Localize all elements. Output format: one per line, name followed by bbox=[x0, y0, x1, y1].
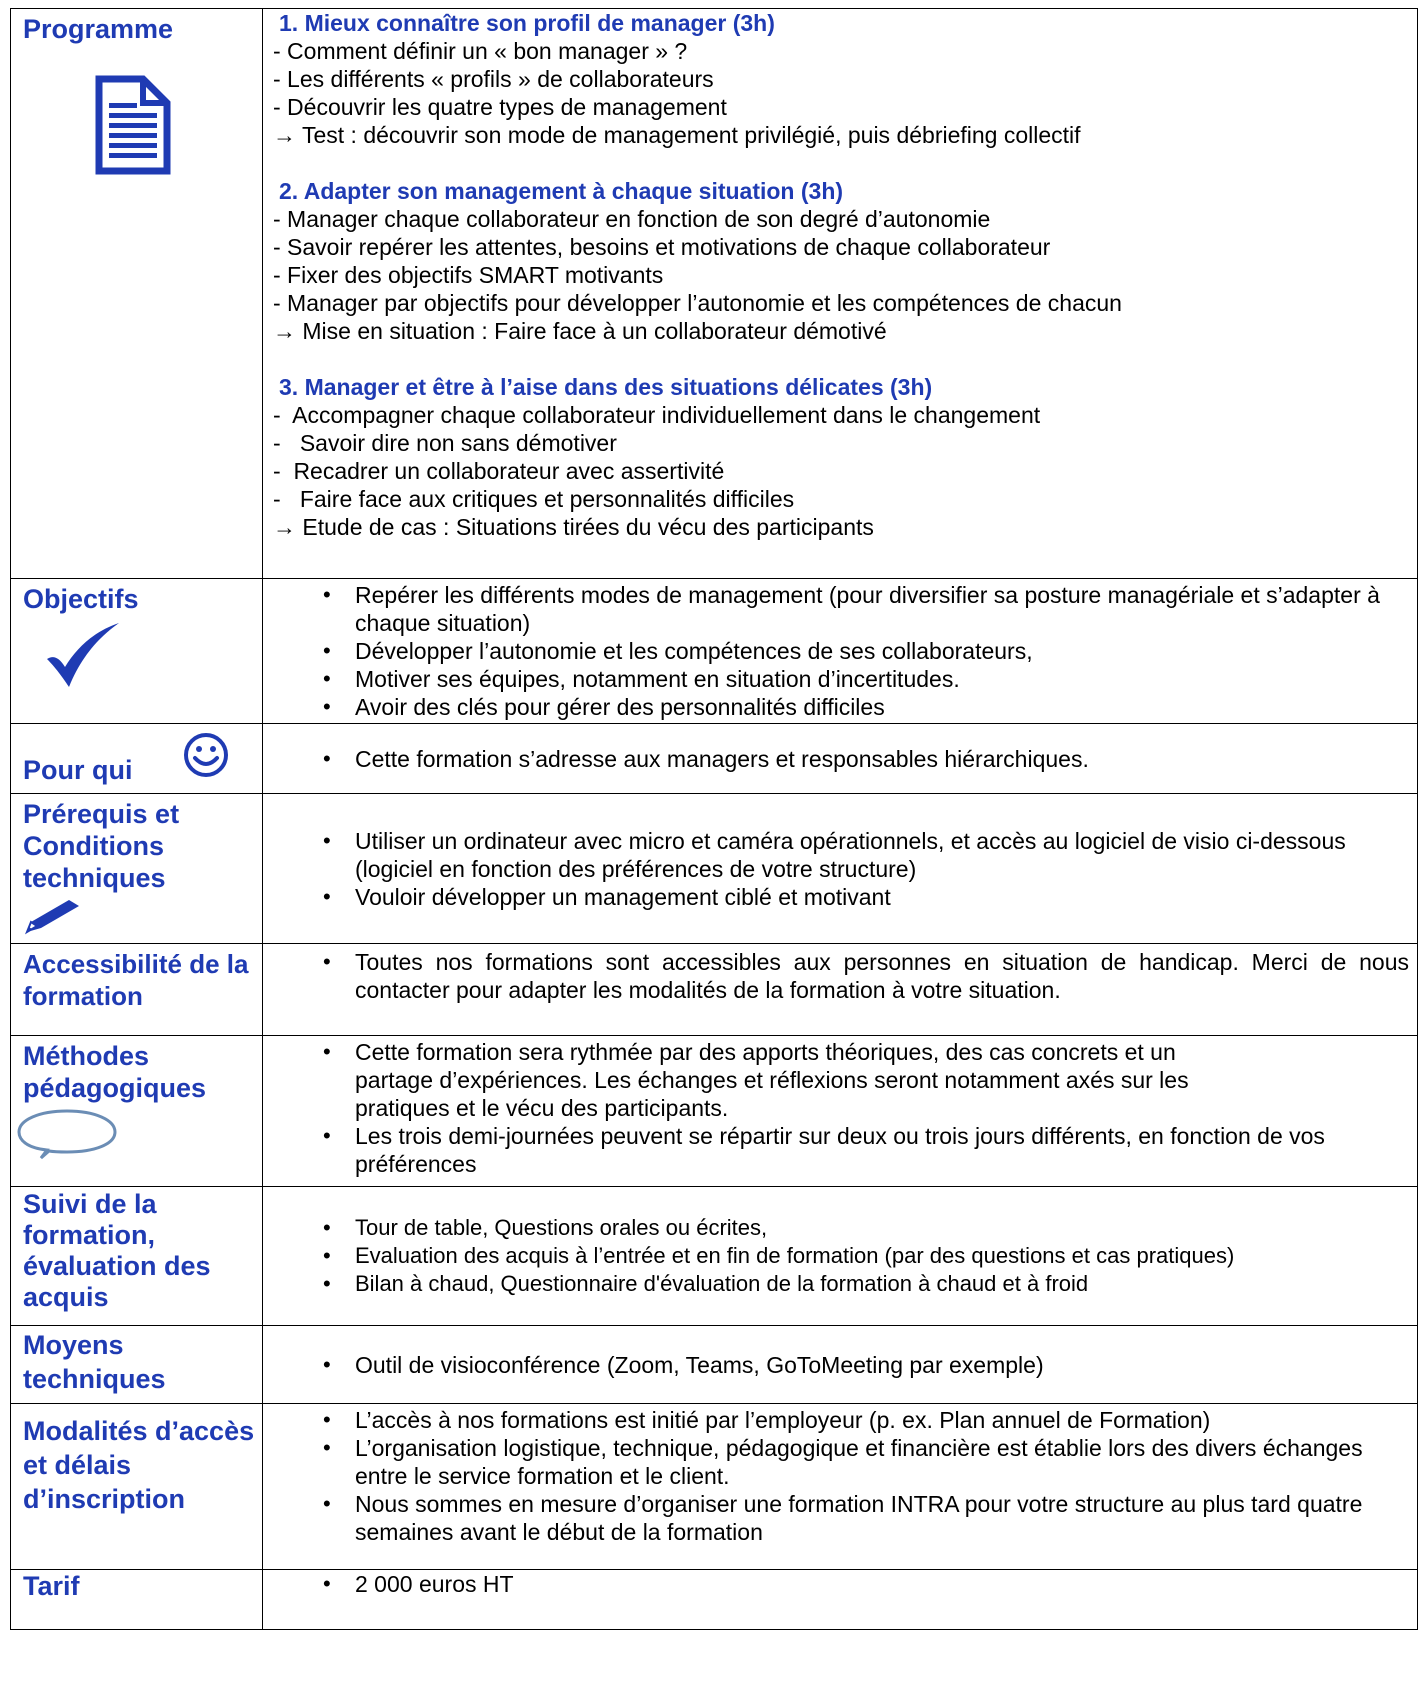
pour-qui-list bbox=[273, 745, 1409, 773]
section-title: 2. Adapter son management à chaque situation (3h) bbox=[279, 178, 844, 204]
accessibilite-label-cell bbox=[11, 944, 263, 1036]
moyens-label: Moyens techniques bbox=[23, 1330, 166, 1394]
smiley-icon bbox=[183, 732, 229, 778]
modalites-content bbox=[263, 1404, 1418, 1570]
list-item: • Tour de table, Questions orales ou écrites, bbox=[273, 1214, 1409, 1242]
tarif-list bbox=[273, 1570, 1409, 1598]
accessibilite-content bbox=[263, 944, 1418, 1036]
suivi-content bbox=[263, 1187, 1418, 1326]
list-item: • 2 000 euros HT bbox=[273, 1570, 1409, 1598]
modalites-label: Modalités d’accès et délais d’inscription bbox=[23, 1416, 255, 1514]
section-line: - Accompagner chaque collaborateur individuellement dans le changement bbox=[273, 402, 1041, 428]
accessibilite-label: Accessibilité de la formation bbox=[23, 949, 249, 1011]
list-item: • L’accès à nos formations est initié par l’employeur (p. ex. Plan annuel de Formation) bbox=[273, 1406, 1409, 1434]
section-line: - Savoir repérer les attentes, besoins et motivations de chaque collaborateur bbox=[273, 234, 1051, 260]
tarif-label-cell bbox=[11, 1570, 263, 1630]
section-line: → Mise en situation : Faire face à un collaborateur démotivé bbox=[273, 318, 887, 344]
list-item: • L’organisation logistique, technique, pédagogique et financière est établie lors des divers échanges entre le service formation et le client. bbox=[273, 1434, 1409, 1490]
section-line: - Manager par objectifs pour développer l’autonomie et les compétences de chacun bbox=[273, 290, 1122, 316]
list-item: • Repérer les différents modes de management (pour diversifier sa posture managériale et s’adapter à chaque situation) bbox=[273, 581, 1409, 637]
row-tarif bbox=[11, 1570, 1418, 1630]
methodes-list-2 bbox=[273, 1122, 1409, 1178]
row-moyens bbox=[11, 1326, 1418, 1404]
list-item: • Avoir des clés pour gérer des personnalités difficiles bbox=[273, 693, 1409, 721]
moyens-content bbox=[263, 1326, 1418, 1404]
programme-label: Programme bbox=[23, 14, 174, 44]
objectifs-label: Objectifs bbox=[23, 584, 139, 614]
programme-section-3 bbox=[273, 373, 1409, 541]
list-item: • Outil de visioconférence (Zoom, Teams, GoToMeeting par exemple) bbox=[273, 1351, 1409, 1379]
section-line: - Manager chaque collaborateur en fonction de son degré d’autonomie bbox=[273, 206, 991, 232]
objectifs-list bbox=[273, 579, 1409, 721]
section-line: - Faire face aux critiques et personnalités difficiles bbox=[273, 486, 795, 512]
moyens-label-cell bbox=[11, 1326, 263, 1404]
list-item: • Utiliser un ordinateur avec micro et caméra opérationnels, et accès au logiciel de visio ci-dessous (logiciel en fonction des préférences de votre structure) bbox=[273, 827, 1409, 883]
list-item: • Vouloir développer un management ciblé et motivant bbox=[273, 883, 1409, 911]
methodes-label: Méthodes pédagogiques bbox=[23, 1041, 207, 1103]
programme-section-1 bbox=[273, 9, 1409, 149]
list-item: • Toutes nos formations sont accessibles aux personnes en situation de handicap. Merci de nous contacter pour adapter les modalités de la formation à votre situation. bbox=[273, 948, 1409, 1004]
list-item: • Motiver ses équipes, notamment en situation d’incertitudes. bbox=[273, 665, 1409, 693]
training-sheet bbox=[10, 8, 1418, 1630]
section-line: - Les différents « profils » de collaborateurs bbox=[273, 66, 714, 92]
programme-table bbox=[10, 8, 1418, 1630]
list-item: • Les trois demi-journées peuvent se répartir sur deux ou trois jours différents, en fonction de vos préférences bbox=[273, 1122, 1409, 1178]
list-item: • Evaluation des acquis à l’entrée et en fin de formation (par des questions et cas pratiques) bbox=[273, 1242, 1409, 1270]
section-line: - Découvrir les quatre types de management bbox=[273, 94, 727, 120]
list-item: • Cette formation sera rythmée par des apports théoriques, des cas concrets et un partage d’expériences. Les échanges et réflexions seront notamment axés sur les pratiques et le vécu des participants. bbox=[273, 1038, 1259, 1122]
suivi-label-cell bbox=[11, 1187, 263, 1326]
pencil-icon bbox=[23, 898, 83, 936]
speech-bubble-icon bbox=[17, 1108, 117, 1162]
section-line: - Recadrer un collaborateur avec assertivité bbox=[273, 458, 725, 484]
objectifs-content bbox=[263, 579, 1418, 724]
prerequis-label-cell bbox=[11, 794, 263, 944]
list-item: • Nous sommes en mesure d’organiser une formation INTRA pour votre structure au plus tard quatre semaines avant le début de la formation bbox=[273, 1490, 1409, 1546]
programme-label-cell bbox=[11, 9, 263, 579]
pour-qui-label-cell bbox=[11, 724, 263, 794]
suivi-label: Suivi de la formation, évaluation des acquis bbox=[23, 1189, 211, 1312]
section-line: → Test : découvrir son mode de management privilégié, puis débriefing collectif bbox=[273, 122, 1081, 148]
section-title: 3. Manager et être à l’aise dans des situations délicates (3h) bbox=[279, 374, 933, 400]
methodes-label-cell bbox=[11, 1036, 263, 1187]
prerequis-content bbox=[263, 794, 1418, 944]
section-line: → Etude de cas : Situations tirées du vécu des participants bbox=[273, 514, 874, 540]
row-modalites bbox=[11, 1404, 1418, 1570]
row-suivi bbox=[11, 1187, 1418, 1326]
moyens-list bbox=[273, 1351, 1409, 1379]
row-pour-qui bbox=[11, 724, 1418, 794]
section-line: - Fixer des objectifs SMART motivants bbox=[273, 262, 664, 288]
list-item: • Cette formation s’adresse aux managers et responsables hiérarchiques. bbox=[273, 745, 1409, 773]
modalites-list bbox=[273, 1404, 1409, 1546]
programme-section-2 bbox=[273, 177, 1409, 345]
accessibilite-list bbox=[273, 944, 1409, 1004]
row-programme bbox=[11, 9, 1418, 579]
checkmark-icon bbox=[43, 621, 123, 691]
list-item: • Bilan à chaud, Questionnaire d'évaluation de la formation à chaud et à froid bbox=[273, 1270, 1409, 1298]
programme-content bbox=[263, 9, 1418, 579]
suivi-list bbox=[273, 1214, 1409, 1298]
row-methodes bbox=[11, 1036, 1418, 1187]
section-line: - Savoir dire non sans démotiver bbox=[273, 430, 617, 456]
tarif-label: Tarif bbox=[23, 1571, 80, 1601]
row-accessibilite bbox=[11, 944, 1418, 1036]
pour-qui-label: Pour qui bbox=[23, 755, 133, 785]
section-title: 1. Mieux connaître son profil de manager (3h) bbox=[279, 10, 775, 36]
pour-qui-content bbox=[263, 724, 1418, 794]
tarif-content bbox=[263, 1570, 1418, 1630]
objectifs-label-cell bbox=[11, 579, 263, 724]
row-prerequis bbox=[11, 794, 1418, 944]
methodes-list bbox=[273, 1036, 1409, 1122]
list-item: • Développer l’autonomie et les compétences de ses collaborateurs, bbox=[273, 637, 1409, 665]
prerequis-list bbox=[273, 827, 1409, 911]
row-objectifs bbox=[11, 579, 1418, 724]
methodes-content bbox=[263, 1036, 1418, 1187]
modalites-label-cell bbox=[11, 1404, 263, 1570]
section-line: - Comment définir un « bon manager » ? bbox=[273, 38, 688, 64]
prerequis-label: Prérequis et Conditions techniques bbox=[23, 799, 180, 893]
document-icon bbox=[93, 75, 173, 175]
